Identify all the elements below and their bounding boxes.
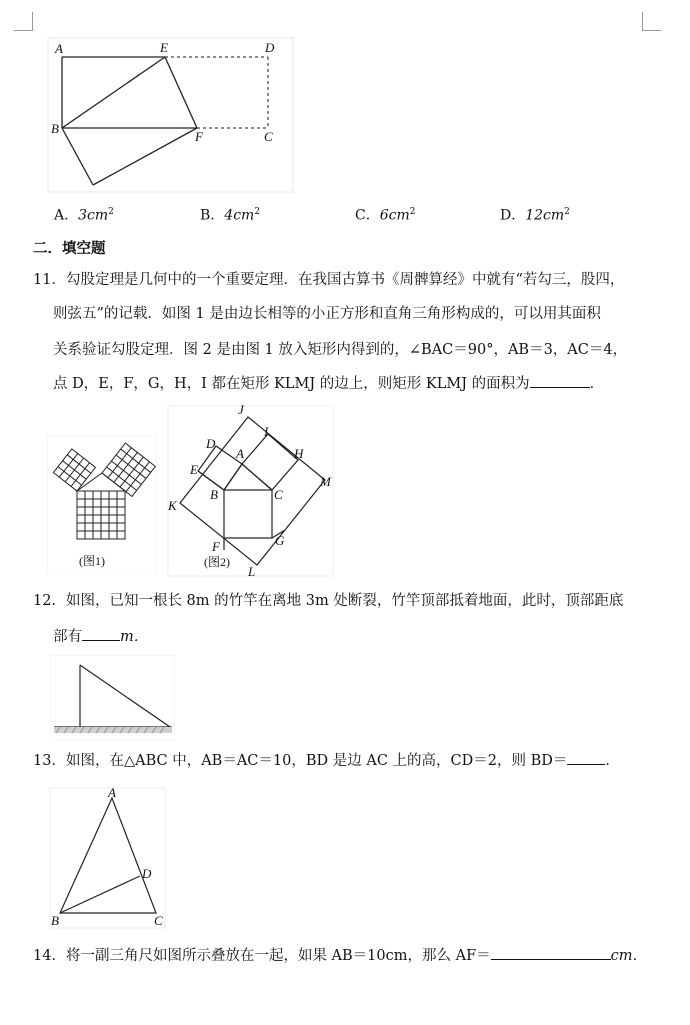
fig2-label-G: G <box>275 533 285 548</box>
fig2-label-B: B <box>210 487 218 502</box>
fig2-label-M: M <box>320 474 331 489</box>
fig2-label-J: J <box>238 402 244 417</box>
choice-d-letter: D． <box>500 207 526 224</box>
q13-answer-blank[interactable] <box>567 750 605 765</box>
q14-line-1 <box>33 945 647 966</box>
q14-answer-blank[interactable] <box>491 945 611 960</box>
choice-a-sup: 2 <box>108 207 114 217</box>
fig2-label-E: E <box>190 462 198 477</box>
q14-line-1-text: 14．将一副三角尺如图所示叠放在一起，如果 AB＝10cm，那么 AF＝ <box>33 948 491 964</box>
q11-line-1: 11．勾股定理是几何中的一个重要定理．在我国古算书《周髀算经》中就有“若勾三，股四， <box>33 272 625 288</box>
q11-line-4-text: 点 D，E，F，G，H，I 都在矩形 KLMJ 的边上，则矩形 KLMJ 的面积为 <box>53 376 530 392</box>
label-F: F <box>195 129 203 144</box>
section-title-fill-blank: 二．填空题 <box>33 240 106 257</box>
label-D: D <box>265 40 275 55</box>
q13-label-C: C <box>154 913 163 928</box>
fig2-label-I: I <box>264 424 269 439</box>
q11-line-3: 关系验证勾股定理．图 2 是由图 1 放入矩形内得到的，∠BAC＝90°，AB＝3，AC＝4， <box>53 342 628 358</box>
choice-a-value: 3cm <box>78 207 109 224</box>
fig2-label-F: F <box>212 539 220 554</box>
choice-d[interactable] <box>500 202 570 226</box>
label-C: C <box>264 129 273 144</box>
choice-b-value: 4cm <box>224 207 255 224</box>
choice-d-sup: 2 <box>564 207 570 217</box>
fig2-label-H: H <box>294 446 304 461</box>
q12-answer-blank[interactable] <box>82 626 120 641</box>
q10-figure <box>40 35 300 195</box>
choice-b-sup: 2 <box>254 207 261 217</box>
q11-figure-2 <box>160 400 340 580</box>
choice-c-value: 6cm <box>379 207 410 224</box>
choice-c-sup: 2 <box>409 207 416 217</box>
q12-line-2-start: 部有 <box>53 629 82 645</box>
choice-b[interactable] <box>200 202 260 226</box>
q12-line-2-unit: m． <box>120 629 149 645</box>
choice-d-value: 12cm <box>525 207 565 224</box>
q11-line-4 <box>53 373 604 394</box>
label-A: A <box>55 41 63 56</box>
q12-line-2 <box>53 626 148 647</box>
page-corner-mark-right <box>642 12 661 31</box>
choice-a-letter: A． <box>54 207 79 224</box>
q12-figure <box>50 655 175 740</box>
q12-line-1: 12．如图，已知一根长 8m 的竹竿在离地 3m 处断裂，竹竿顶部抵着地面，此时，顶部距底 <box>33 593 624 609</box>
fig2-label-A: A <box>236 446 244 461</box>
page-corner-mark-left <box>14 12 33 31</box>
fig1-caption: (图1) <box>79 554 105 568</box>
q13-label-D: D <box>142 866 152 881</box>
fig2-label-K: K <box>168 498 177 513</box>
choice-c-letter: C． <box>355 207 380 224</box>
q13-label-B: B <box>51 913 59 928</box>
q13-line-1 <box>33 750 620 771</box>
q13-line-1-text: 13．如图，在△ABC 中，AB＝AC＝10，BD 是边 AC 上的高，CD＝2，则 BD＝ <box>33 753 568 769</box>
q14-line-1-unit: cm． <box>610 948 648 964</box>
q13-label-A: A <box>108 785 116 800</box>
label-B: B <box>51 121 59 136</box>
fig2-label-L: L <box>248 564 256 579</box>
label-E: E <box>160 40 168 55</box>
q11-figure-1 <box>47 435 157 575</box>
choice-a[interactable] <box>54 202 114 226</box>
choice-b-letter: B． <box>200 207 225 224</box>
q13-figure <box>45 783 170 933</box>
q13-line-1-end: ． <box>605 753 620 769</box>
fig2-label-C: C <box>274 487 283 502</box>
fig2-label-D: D <box>206 436 216 451</box>
fig2-caption: (图2) <box>204 555 230 569</box>
choice-c[interactable] <box>355 202 415 226</box>
q11-line-4-end: ． <box>589 376 605 392</box>
q11-answer-blank[interactable] <box>530 373 590 388</box>
q11-line-2: 则弦五”的记载．如图 1 是由边长相等的小正方形和直角三角形构成的，可以用其面积 <box>53 306 601 322</box>
